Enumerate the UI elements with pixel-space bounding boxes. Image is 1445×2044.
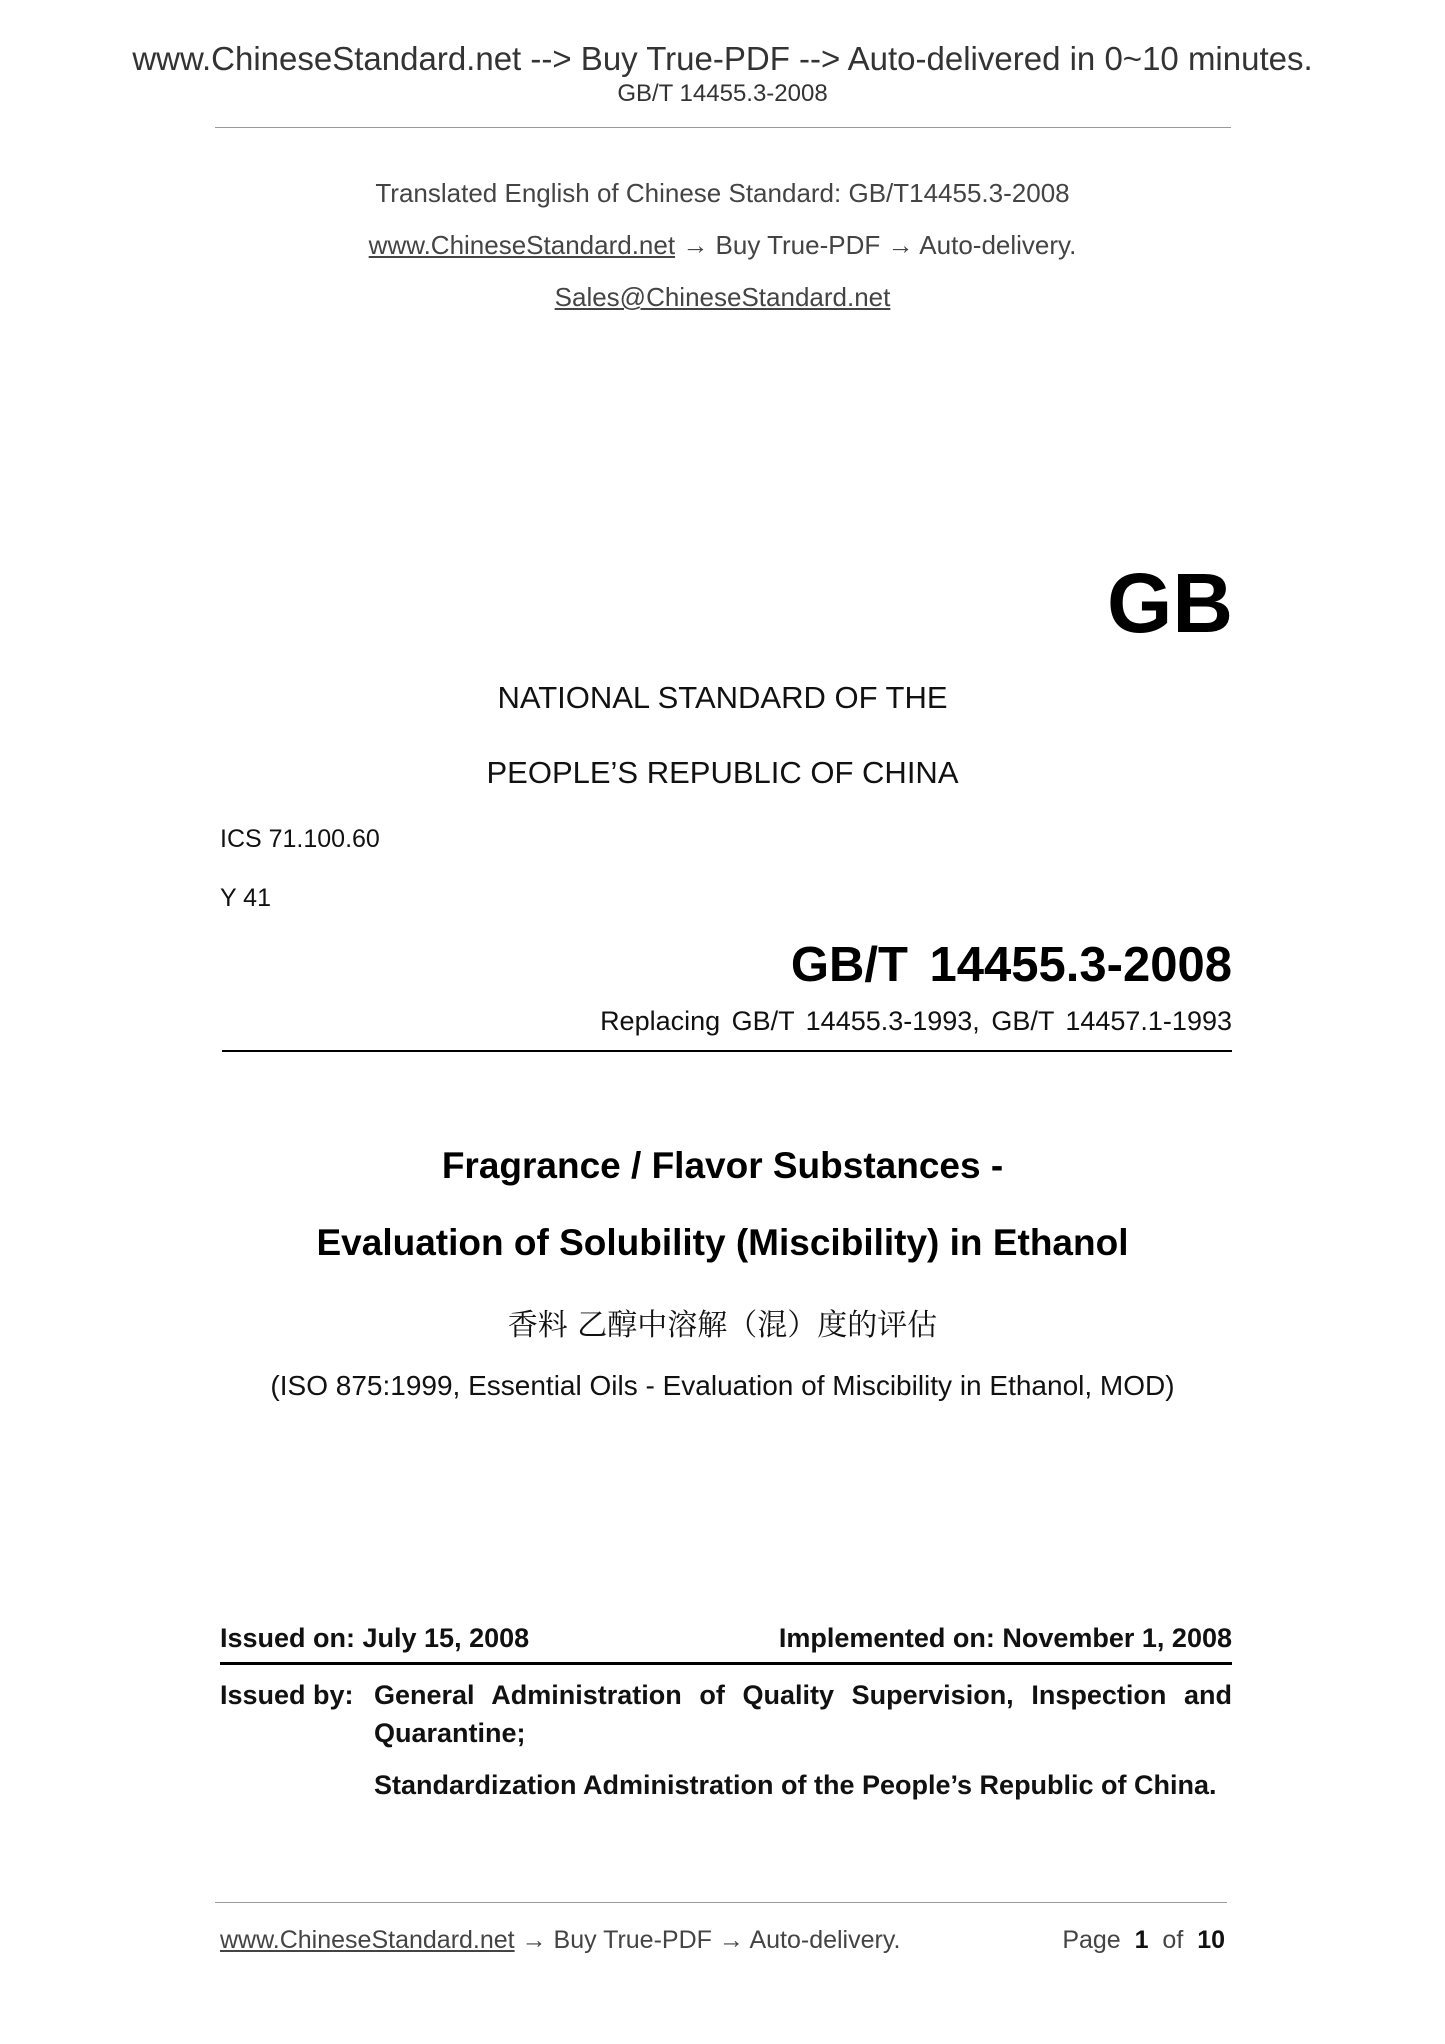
arrow-right-icon: → (682, 230, 709, 260)
issued-by-block (220, 1676, 1232, 1818)
iso-reference: (ISO 875:1999, Essential Oils - Evaluation of Miscibility in Ethanol, MOD) (270, 1370, 1175, 1401)
ics-code: ICS 71.100.60 (220, 825, 380, 853)
page-indicator (1062, 1926, 1225, 1955)
gb-logo: GB (1107, 556, 1233, 650)
replacing-standards: Replacing GB/T 14455.3-1993, GB/T 14457.1-1993 (600, 1006, 1232, 1036)
issuing-authority-1: General Administration of Quality Supervision, Inspection and Quarantine; (374, 1680, 1232, 1748)
buy-true-pdf-text: Buy True-PDF (715, 230, 881, 260)
top-banner: www.ChineseStandard.net --> Buy True-PDF --> Auto-delivered in 0~10 minutes. (132, 40, 1313, 77)
footer-divider (215, 1902, 1227, 1903)
page-label: Page (1062, 1926, 1121, 1954)
page-total: 10 (1197, 1926, 1225, 1954)
standard-divider (222, 1050, 1232, 1052)
page-current: 1 (1134, 1926, 1149, 1954)
arrow-right-icon: → (718, 1926, 744, 1954)
footer-site-link[interactable]: www.ChineseStandard.net (220, 1926, 515, 1954)
footer-links (220, 1926, 900, 1955)
issued-by-label: Issued by: (220, 1680, 354, 1710)
issued-on-date: Issued on: July 15, 2008 (220, 1623, 530, 1653)
footer-auto-text: Auto-delivery. (749, 1926, 901, 1954)
header-standard-code: GB/T 14455.3-2008 (617, 80, 828, 107)
sales-email (0, 282, 1445, 313)
implemented-on-date: Implemented on: November 1, 2008 (778, 1623, 1232, 1653)
arrow-right-icon: → (521, 1926, 547, 1954)
site-link[interactable]: www.ChineseStandard.net (368, 230, 676, 260)
arrow-right-icon: → (887, 230, 914, 260)
document-title-line2: Evaluation of Solubility (Miscibility) in Ethanol (316, 1222, 1129, 1263)
page-of-label: of (1162, 1926, 1184, 1954)
sales-email-link[interactable]: Sales@ChineseStandard.net (554, 282, 891, 312)
document-title-line1: Fragrance / Flavor Substances - (441, 1145, 1004, 1186)
issue-divider (220, 1662, 1232, 1665)
classification-code: Y 41 (220, 884, 271, 912)
national-standard-line2: PEOPLE’S REPUBLIC OF CHINA (486, 755, 959, 790)
translation-links (0, 230, 1445, 261)
header-divider (215, 127, 1231, 128)
document-title-chinese: 香料 乙醇中溶解（混）度的评估 (507, 1308, 938, 1343)
auto-delivery-text: Auto-delivery. (919, 230, 1077, 260)
national-standard-line1: NATIONAL STANDARD OF THE (497, 680, 948, 715)
footer-buy-text: Buy True-PDF (553, 1926, 712, 1954)
translation-title: Translated English of Chinese Standard: GB/T14455.3-2008 (375, 178, 1070, 208)
issuing-authority-2: Standardization Administration of the People’s Republic of China. (374, 1770, 1217, 1800)
issuing-authorities (374, 1676, 1232, 1804)
standard-number: GB/T 14455.3-2008 (790, 938, 1232, 992)
